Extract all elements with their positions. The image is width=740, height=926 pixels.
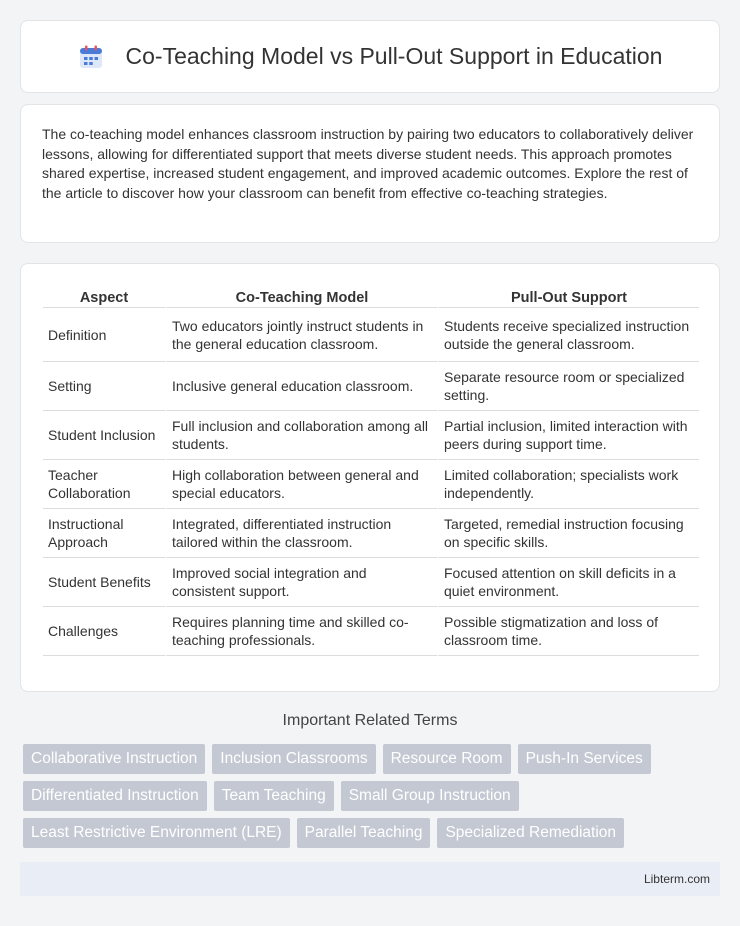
tag-row <box>23 818 723 848</box>
header-pull-out: Pull-Out Support <box>437 283 699 308</box>
tag-push-in-services[interactable]: Push-In Services <box>518 744 651 774</box>
table-row <box>43 460 699 509</box>
tag-small-group-instruction[interactable]: Small Group Instruction <box>341 781 519 811</box>
intro-card <box>20 104 720 243</box>
row-aspect: Instructional Approach <box>43 509 165 558</box>
intro-text: The co-teaching model enhances classroom instruction by pairing two educators to collaboratively deliver lessons, allowing for differentiated support that meets diverse student needs. This approach promotes shared expertise, increased student engagement, and improved academic outcomes. Explore the rest of the article to discover how your classroom can benefit from effective co-teaching strategies. <box>42 126 694 201</box>
row-aspect: Student Benefits <box>43 558 165 607</box>
table-header-row <box>43 283 699 308</box>
row-pull-out: Separate resource room or specialized setting. <box>437 362 699 411</box>
comparison-table <box>43 283 699 656</box>
row-co-teaching: High collaboration between general and special educators. <box>165 460 437 509</box>
related-terms-title: Important Related Terms <box>282 712 458 729</box>
tag-parallel-teaching[interactable]: Parallel Teaching <box>297 818 431 848</box>
header-aspect: Aspect <box>43 283 165 308</box>
row-aspect: Challenges <box>43 607 165 656</box>
row-pull-out: Possible stigmatization and loss of classroom time. <box>437 607 699 656</box>
row-co-teaching: Integrated, differentiated instruction tailored within the classroom. <box>165 509 437 558</box>
tag-row <box>23 781 723 811</box>
tag-least-restrictive-environment[interactable]: Least Restrictive Environment (LRE) <box>23 818 290 848</box>
table-row <box>43 362 699 411</box>
row-co-teaching: Full inclusion and collaboration among all students. <box>165 411 437 460</box>
table-row <box>43 558 699 607</box>
row-aspect: Student Inclusion <box>43 411 165 460</box>
tag-specialized-remediation[interactable]: Specialized Remediation <box>437 818 624 848</box>
footer-site-link[interactable]: Libterm.com <box>643 872 710 886</box>
row-aspect: Setting <box>43 362 165 411</box>
table-row <box>43 308 699 362</box>
row-co-teaching: Improved social integration and consistent support. <box>165 558 437 607</box>
table-row <box>43 509 699 558</box>
related-terms <box>23 744 723 855</box>
table-row <box>43 411 699 460</box>
comparison-table-card <box>20 263 720 692</box>
row-aspect: Definition <box>43 308 165 362</box>
row-pull-out: Limited collaboration; specialists work independently. <box>437 460 699 509</box>
tag-inclusion-classrooms[interactable]: Inclusion Classrooms <box>212 744 375 774</box>
row-pull-out: Students receive specialized instruction outside the general classroom. <box>437 308 699 362</box>
row-pull-out: Focused attention on skill deficits in a quiet environment. <box>437 558 699 607</box>
page-title: Co-Teaching Model vs Pull-Out Support in Education <box>125 43 663 69</box>
title-card <box>20 20 720 93</box>
header-co-teaching: Co-Teaching Model <box>165 283 437 308</box>
row-co-teaching: Inclusive general education classroom. <box>165 362 437 411</box>
tag-team-teaching[interactable]: Team Teaching <box>214 781 334 811</box>
footer <box>20 862 720 896</box>
table-row <box>43 607 699 656</box>
calendar-icon <box>78 44 104 70</box>
row-co-teaching: Two educators jointly instruct students in the general education classroom. <box>165 308 437 362</box>
tag-row <box>23 744 723 774</box>
row-pull-out: Targeted, remedial instruction focusing on specific skills. <box>437 509 699 558</box>
row-aspect: Teacher Collaboration <box>43 460 165 509</box>
row-pull-out: Partial inclusion, limited interaction with peers during support time. <box>437 411 699 460</box>
tag-differentiated-instruction[interactable]: Differentiated Instruction <box>23 781 207 811</box>
tag-resource-room[interactable]: Resource Room <box>383 744 511 774</box>
row-co-teaching: Requires planning time and skilled co-teaching professionals. <box>165 607 437 656</box>
tag-collaborative-instruction[interactable]: Collaborative Instruction <box>23 744 205 774</box>
